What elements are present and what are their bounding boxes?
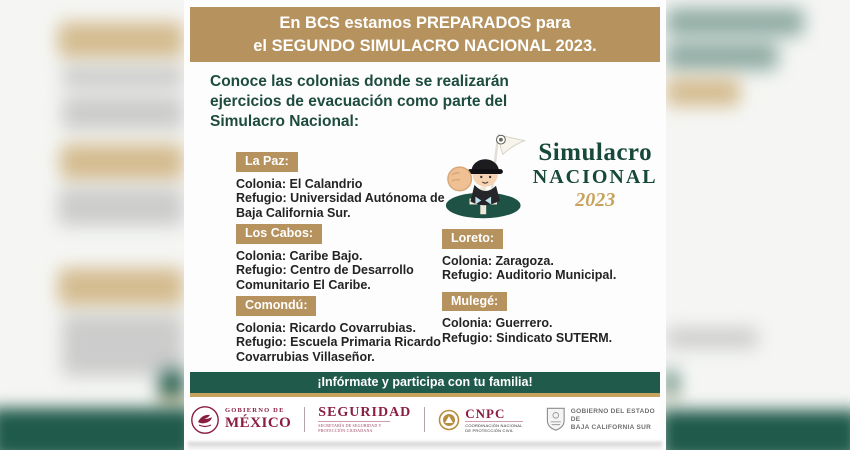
section-label-mulege: Mulegé:: [442, 292, 507, 312]
simulacro-logo-text: [530, 141, 660, 211]
colonia-label: Colonia:: [236, 248, 286, 263]
refugio-value: Sindicato SUTERM.: [496, 330, 613, 345]
column-right: [442, 127, 660, 354]
background-blur-shape: [58, 22, 184, 58]
header-line-2: el SEGUNDO SIMULACRO NACIONAL 2023.: [253, 36, 597, 55]
gobierno-text: [225, 408, 291, 432]
background-blur-shape: [160, 398, 184, 405]
background-blur-shape: [666, 78, 740, 106]
background-blur-shape: [666, 394, 676, 400]
refugio-label: Refugio:: [236, 191, 287, 205]
colonia-label: Colonia:: [442, 316, 492, 330]
colonia-value: El Calandrio: [289, 176, 363, 191]
section-loreto: [442, 229, 660, 283]
background-blur-shape: [62, 96, 184, 130]
institutional-logos-strip: [190, 397, 660, 442]
colonia-line: [236, 177, 450, 192]
cnpc-emblem-icon: [438, 409, 460, 431]
refugio-label: Refugio:: [442, 268, 493, 282]
colonia-value: Zaragoza.: [495, 253, 554, 268]
section-label-loreto: Loreto:: [442, 229, 503, 249]
section-label-la-paz: La Paz:: [236, 152, 298, 172]
background-blur-shape: [62, 314, 184, 376]
colonia-line: [236, 321, 450, 336]
section-los-cabos: [236, 224, 450, 292]
background-blur-shape: [62, 66, 184, 88]
logo-subtitle: NACIONAL: [532, 166, 658, 188]
section-label-comondu: Comondú:: [236, 296, 316, 316]
bcs-government-logo: [546, 406, 660, 433]
refugio-line: [236, 335, 450, 364]
refugio-value: Auditorio Municipal.: [496, 268, 617, 282]
background-blur-band: [660, 410, 850, 450]
image-bottom-shadow: [188, 442, 662, 450]
colonia-value: Ricardo Covarrubias.: [289, 320, 416, 335]
logo-year: 2023: [575, 189, 616, 211]
section-label-los-cabos: Los Cabos:: [236, 224, 322, 244]
simulacro-poster: [184, 0, 666, 450]
gobierno-de-mexico-logo: [190, 405, 291, 435]
bcs-text: [571, 408, 660, 432]
logo-divider: [424, 407, 425, 432]
cnpc-subtitle: COORDINACIÓN NACIONAL DE PROTECCIÓN CIVIL: [465, 422, 523, 433]
refugio-label: Refugio:: [236, 335, 287, 349]
cnpc-title: CNPC: [465, 405, 506, 421]
background-blur-band: [0, 408, 195, 450]
colonia-label: Colonia:: [236, 320, 286, 335]
background-blur-shape: [666, 8, 804, 36]
refugio-value: Centro de Desarrollo Comunitario El Caribe.: [236, 263, 414, 292]
poster-header: [190, 7, 660, 62]
seguridad-logo: [318, 406, 411, 433]
simulacro-nacional-logo: [442, 127, 660, 223]
refugio-line: [236, 191, 450, 220]
header-line-1: En BCS estamos PREPARADOS para: [279, 13, 571, 32]
refugio-label: Refugio:: [236, 263, 287, 277]
footer-banner: ¡Infórmate y participa con tu familia!: [190, 372, 660, 393]
column-left: [236, 152, 450, 368]
seguridad-subtitle: SECRETARÍA DE SEGURIDAD Y PROTECCIÓN CIUDADANA: [318, 421, 390, 433]
background-blur-shape: [58, 188, 184, 226]
background-blur-shape: [666, 370, 676, 396]
colonia-value: Guerrero.: [495, 316, 553, 330]
seguridad-title: SEGURIDAD: [318, 405, 412, 420]
bcs-shield-icon: [546, 406, 566, 433]
cnpc-text: [465, 407, 523, 433]
background-blur-shape: [160, 370, 184, 400]
section-mulege: [442, 292, 660, 346]
mexico-eagle-icon: [190, 405, 220, 435]
colonia-label: Colonia:: [442, 253, 492, 268]
colonia-value: Caribe Bajo.: [289, 248, 363, 263]
mascot-icon: [442, 127, 528, 223]
background-blur-shape: [58, 268, 184, 306]
refugio-value: Escuela Primaria Ricardo Covarrubias Villaseñor.: [236, 335, 441, 364]
logo-title: Simulacro: [538, 139, 653, 166]
bcs-line-1: GOBIERNO DEL ESTADO DE: [570, 407, 655, 423]
refugio-line: [442, 268, 660, 283]
background-blur-shape: [666, 42, 778, 70]
colonia-label: Colonia:: [236, 176, 286, 191]
gobierno-top-line: GOBIERNO DE: [225, 406, 285, 414]
refugio-value: Universidad Autónoma de Baja California Sur.: [236, 191, 445, 220]
cnpc-logo: [438, 407, 523, 433]
gobierno-bottom-line: MÉXICO: [225, 415, 292, 432]
logo-divider: [304, 407, 305, 432]
colonia-line: [442, 254, 660, 269]
colonia-line: [236, 249, 450, 264]
section-comondu: [236, 296, 450, 364]
colonia-line: [442, 316, 660, 331]
refugio-line: [236, 263, 450, 292]
refugio-line: [442, 331, 660, 346]
section-la-paz: [236, 152, 450, 220]
background-blur-shape: [666, 328, 758, 348]
refugio-label: Refugio:: [442, 330, 493, 345]
background-blur-shape: [60, 144, 184, 180]
bcs-line-2: BAJA CALIFORNIA SUR: [570, 423, 652, 431]
intro-text: Conoce las colonias donde se realizarán ejercicios de evacuación como parte del Simulacro Nacional:: [210, 73, 509, 130]
